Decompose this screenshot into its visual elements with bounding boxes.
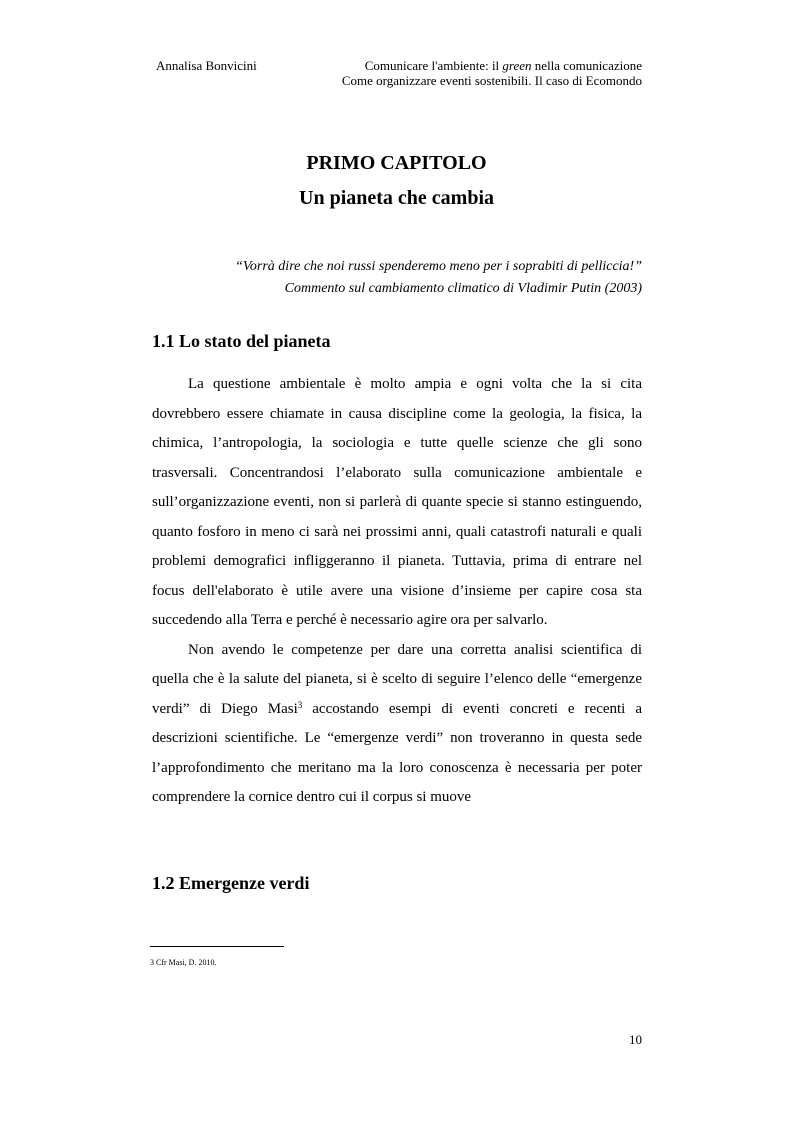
section-heading-1-2: 1.2 Emergenze verdi: [152, 873, 310, 893]
paragraph-1: La questione ambientale è molto ampia e ogni volta che la si cita dovrebbero essere chiamate in causa discipline come la geologia, la fisica, la chimica, l’antropologia, la sociologia e tutte quelle scienze che gli sono trasversali. Concentrandosi l’elaborato sulla comunicazione ambientale e sull’organizzazione eventi, non si parlerà di quante specie si stanno estinguendo, quanto fosforo in meno ci sarà nei prossimi anni, quali catastrofi naturali e quali problemi demografici infliggeranno il pianeta. Tuttavia, prima di entrare nel focus dell'elaborato è utile avere una visione d’insieme per capire cosa sta succedendo alla Terra e perché è necessario agire ora per salvarlo.: [152, 376, 642, 628]
header-subtitle: Come organizzare eventi sostenibili. Il caso di Ecomondo: [341, 73, 642, 88]
footnote: 3 Cfr Masi, D. 2010.: [150, 958, 217, 967]
header-title-part: Comunicare l'ambiente: il: [364, 58, 503, 73]
paragraph-2-text: accostando esempi di eventi concreti e recenti a descrizioni scientifiche. Le “emergenze verdi” non troveranno in questa sede l’approfondimento che meritano ma la loro conoscenza è necessaria per poter comprendere la cornice dentro cui il corpus si muove: [152, 700, 642, 805]
page-number: 10: [629, 1032, 642, 1047]
header-title-italic: green: [502, 58, 532, 73]
epigraph: [122, 256, 642, 300]
footnote-divider: [150, 946, 284, 947]
header-title-block: [342, 58, 642, 88]
footnote-reference[interactable]: 3: [297, 699, 303, 710]
chapter-label: PRIMO CAPITOLO: [306, 152, 487, 174]
epigraph-quote: “Vorrà dire che noi russi spenderemo meno per i soprabiti di pelliccia!”: [235, 259, 642, 274]
epigraph-attribution: Commento sul cambiamento climatico di Vladimir Putin (2003): [284, 281, 642, 296]
header-author: Annalisa Bonvicini: [156, 58, 257, 73]
paragraph-2: [152, 636, 642, 813]
paragraph-2-text: Non avendo le competenze per dare una corretta analisi scientifica di quella che è la salute del pianeta, si è scelto di seguire l’elenco delle “emergenze verdi” di Diego Masi: [152, 641, 642, 717]
chapter-title: Un pianeta che cambia: [299, 187, 494, 209]
section-heading-1-1: 1.1 Lo stato del pianeta: [152, 331, 331, 351]
body-text: [152, 370, 642, 813]
header-title: [342, 58, 642, 73]
header-title-part: nella comunicazione: [531, 58, 642, 73]
